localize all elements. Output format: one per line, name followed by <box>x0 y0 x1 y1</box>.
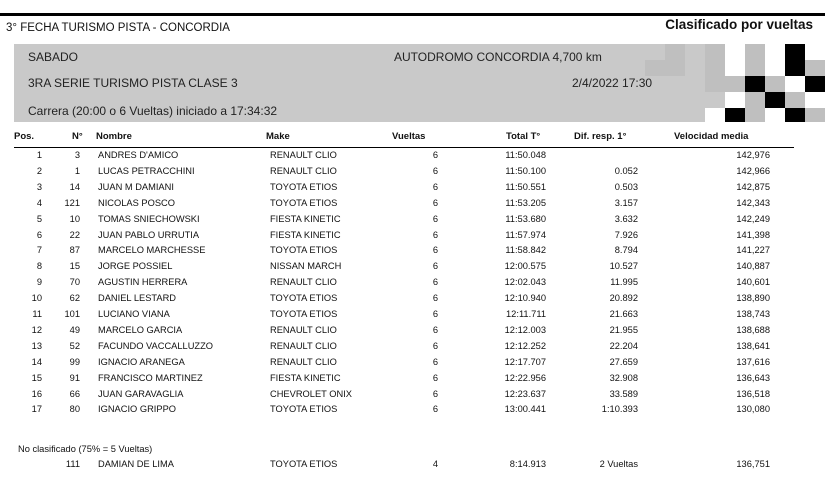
cell-total: 12:00.575 <box>504 261 546 272</box>
cell-name: IGNACIO ARANEGA <box>98 356 185 367</box>
cell-pos: 7 <box>36 245 42 256</box>
table-row <box>14 325 794 341</box>
flag-cell <box>725 76 745 92</box>
cell-vel: 141,227 <box>736 245 770 256</box>
cell-name: LUCAS PETRACCHINI <box>98 165 195 176</box>
cell-vel: 140,601 <box>736 277 770 288</box>
cell-vel: 137,616 <box>736 356 770 367</box>
cell-vel: 130,080 <box>736 404 770 415</box>
flag-cell <box>705 44 725 60</box>
cell-laps: 6 <box>432 372 438 383</box>
flag-cell <box>765 92 785 108</box>
cell-make: NISSAN MARCH <box>270 261 342 272</box>
cell-make: TOYOTA ETIOS <box>270 293 338 304</box>
cell-make: TOYOTA ETIOS <box>270 459 338 469</box>
col-pos: Pos. <box>14 131 35 142</box>
cell-dif: 33.589 <box>609 388 638 399</box>
table-row <box>14 459 794 475</box>
race-day: SABADO <box>28 50 79 64</box>
cell-name: AGUSTIN HERRERA <box>98 277 188 288</box>
table-row <box>14 373 794 389</box>
cell-pos: 17 <box>31 404 42 415</box>
cell-num: 66 <box>69 388 80 399</box>
cell-laps: 6 <box>432 150 438 160</box>
cell-laps: 4 <box>432 459 438 469</box>
cell-pos: 12 <box>31 324 42 335</box>
col-total: Total T° <box>506 131 541 142</box>
cell-make: FIESTA KINETIC <box>270 372 341 383</box>
cell-pos: 15 <box>31 372 42 383</box>
cell-dif: 11.995 <box>610 277 638 288</box>
cell-dif: 20.892 <box>609 293 638 304</box>
cell-vel: 138,641 <box>736 340 770 351</box>
cell-vel: 136,751 <box>736 459 770 469</box>
cell-num: 49 <box>69 324 80 335</box>
cell-total: 11:50.100 <box>505 165 546 176</box>
flag-cell <box>805 44 825 60</box>
cell-vel: 141,398 <box>736 229 770 240</box>
cell-num: 87 <box>69 245 80 256</box>
flag-cell <box>765 76 785 92</box>
col-num: N° <box>72 131 83 142</box>
flag-cell <box>805 108 825 122</box>
cell-laps: 6 <box>432 324 438 335</box>
cell-laps: 6 <box>432 388 438 399</box>
cell-laps: 6 <box>432 245 438 256</box>
top-rule <box>0 13 825 16</box>
cell-total: 11:58.842 <box>505 245 546 256</box>
cell-total: 12:12.252 <box>504 340 546 351</box>
cell-num: 22 <box>69 229 80 240</box>
cell-dif: 1:10.393 <box>601 404 638 415</box>
cell-vel: 136,518 <box>736 388 770 399</box>
flag-cell <box>645 60 665 76</box>
cell-pos: 6 <box>36 229 42 240</box>
cell-make: TOYOTA ETIOS <box>270 404 338 415</box>
flag-cell <box>785 108 805 122</box>
cell-make: RENAULT CLIO <box>270 277 337 288</box>
cell-name: JORGE POSSIEL <box>98 261 173 272</box>
results-table-header <box>14 131 794 148</box>
col-name: Nombre <box>96 131 132 142</box>
flag-cell <box>705 76 725 92</box>
race-start: Carrera (20:00 o 6 Vueltas) iniciado a 17:34:32 <box>28 104 278 118</box>
table-row <box>14 214 794 230</box>
cell-make: RENAULT CLIO <box>270 340 337 351</box>
cell-dif: 27.659 <box>609 356 638 367</box>
cell-pos: 1 <box>36 150 42 160</box>
cell-dif: 22.204 <box>609 340 638 351</box>
cell-make: TOYOTA ETIOS <box>270 181 338 192</box>
flag-cell <box>785 92 805 108</box>
cell-dif: 0.503 <box>614 181 638 192</box>
flag-cell <box>785 60 805 76</box>
cell-dif: 3.157 <box>614 197 638 208</box>
cell-vel: 142,343 <box>736 197 770 208</box>
cell-name: IGNACIO GRIPPO <box>98 404 177 415</box>
cell-total: 11:50.048 <box>505 150 546 160</box>
flag-cell <box>725 44 745 60</box>
cell-dif: 7.926 <box>614 229 638 240</box>
cell-pos: 11 <box>32 309 42 319</box>
cell-total: 12:10.940 <box>504 293 546 304</box>
cell-vel: 138,890 <box>736 293 770 304</box>
table-row <box>14 182 794 198</box>
flag-cell <box>705 60 725 76</box>
cell-laps: 6 <box>432 261 438 272</box>
flag-cell <box>805 60 825 76</box>
cell-num: 62 <box>69 293 80 304</box>
cell-total: 12:23.637 <box>504 388 546 399</box>
flag-cell <box>805 92 825 108</box>
cell-total: 11:50.551 <box>505 181 546 192</box>
col-dif: Dif. resp. 1° <box>574 131 627 142</box>
cell-num: 91 <box>69 372 80 383</box>
table-row <box>14 150 794 166</box>
cell-num: 1 <box>74 165 80 176</box>
cell-vel: 142,976 <box>736 150 770 160</box>
cell-num: 111 <box>65 459 80 469</box>
cell-name: LUCIANO VIANA <box>98 309 170 319</box>
cell-dif: 21.663 <box>609 309 638 319</box>
cell-laps: 6 <box>432 229 438 240</box>
cell-make: RENAULT CLIO <box>270 324 337 335</box>
flag-cell <box>785 44 805 60</box>
cell-make: CHEVROLET ONIX <box>270 388 352 399</box>
table-row <box>14 166 794 182</box>
cell-pos: 3 <box>36 181 42 192</box>
flag-cell <box>725 60 745 76</box>
cell-vel: 142,966 <box>736 165 770 176</box>
cell-name: JUAN M DAMIANI <box>98 181 174 192</box>
cell-pos: 10 <box>31 293 42 304</box>
flag-cell <box>725 92 745 108</box>
cell-laps: 6 <box>432 197 438 208</box>
cell-vel: 140,887 <box>736 261 770 272</box>
cell-total: 11:57.974 <box>505 229 546 240</box>
cell-name: FRANCISCO MARTINEZ <box>98 372 203 383</box>
cell-make: RENAULT CLIO <box>270 150 337 160</box>
cell-laps: 6 <box>432 213 438 224</box>
flag-cell <box>665 60 685 76</box>
cell-name: ANDRES D'AMICO <box>98 150 179 160</box>
cell-make: RENAULT CLIO <box>270 165 337 176</box>
cell-pos: 13 <box>31 340 42 351</box>
table-row <box>14 341 794 357</box>
cell-vel: 142,875 <box>736 181 770 192</box>
table-row <box>14 357 794 373</box>
flag-cell <box>665 44 685 60</box>
cell-total: 8:14.913 <box>509 459 546 469</box>
table-row <box>14 230 794 246</box>
classification-type: Clasificado por vueltas <box>665 17 813 32</box>
col-laps: Vueltas <box>392 131 426 142</box>
table-row <box>14 277 794 293</box>
table-row <box>14 198 794 214</box>
table-row <box>14 261 794 277</box>
cell-name: JUAN GARAVAGLIA <box>98 388 184 399</box>
race-datetime: 2/4/2022 17:30 <box>572 76 653 90</box>
cell-name: JUAN PABLO URRUTIA <box>98 229 200 240</box>
cell-laps: 6 <box>432 356 438 367</box>
table-row <box>14 309 794 325</box>
cell-laps: 6 <box>432 165 438 176</box>
cell-laps: 6 <box>432 293 438 304</box>
flag-cell <box>805 76 825 92</box>
cell-dif: 10.527 <box>609 261 638 272</box>
cell-name: TOMAS SNIECHOWSKI <box>98 213 200 224</box>
series-name: 3RA SERIE TURISMO PISTA CLASE 3 <box>28 76 238 90</box>
cell-make: RENAULT CLIO <box>270 356 337 367</box>
cell-total: 12:02.043 <box>504 277 546 288</box>
cell-name: DANIEL LESTARD <box>98 293 177 304</box>
cell-dif: 2 Vueltas <box>599 459 638 469</box>
cell-make: TOYOTA ETIOS <box>270 309 338 319</box>
cell-total: 11:53.205 <box>505 197 546 208</box>
cell-laps: 6 <box>432 181 438 192</box>
circuit-name: AUTODROMO CONCORDIA 4,700 km <box>394 50 602 64</box>
cell-laps: 6 <box>432 277 438 288</box>
cell-make: FIESTA KINETIC <box>270 229 341 240</box>
cell-pos: 4 <box>36 197 42 208</box>
cell-pos: 5 <box>36 213 42 224</box>
flag-cell <box>745 44 765 60</box>
cell-vel: 138,688 <box>736 324 770 335</box>
flag-cell <box>745 76 765 92</box>
cell-num: 70 <box>69 277 80 288</box>
cell-dif: 0.052 <box>614 165 638 176</box>
cell-dif: 8.794 <box>614 245 638 256</box>
flag-cell <box>705 108 725 122</box>
cell-num: 3 <box>74 150 80 160</box>
cell-num: 10 <box>69 213 80 224</box>
cell-laps: 6 <box>432 340 438 351</box>
cell-total: 11:53.680 <box>505 213 546 224</box>
cell-name: MARCELO MARCHESSE <box>98 245 206 256</box>
col-vel: Velocidad media <box>674 131 749 142</box>
cell-total: 12:11.711 <box>506 309 546 319</box>
cell-dif: 32.908 <box>609 372 638 383</box>
cell-dif: 21.955 <box>609 324 638 335</box>
flag-cell <box>785 76 805 92</box>
cell-num: 121 <box>64 197 80 208</box>
cell-num: 15 <box>69 261 80 272</box>
cell-num: 101 <box>64 309 80 319</box>
event-title: 3° FECHA TURISMO PISTA - CONCORDIA <box>6 22 230 34</box>
cell-dif: 3.632 <box>614 213 638 224</box>
cell-pos: 2 <box>36 165 42 176</box>
flag-cell <box>765 108 785 122</box>
table-row <box>14 389 794 405</box>
cell-laps: 6 <box>432 309 438 319</box>
flag-cell <box>765 60 785 76</box>
cell-num: 14 <box>69 181 80 192</box>
flag-cell <box>725 108 745 122</box>
cell-num: 80 <box>69 404 80 415</box>
not-classified-label: No clasificado (75% = 5 Vueltas) <box>18 444 153 454</box>
cell-total: 12:12.003 <box>504 324 546 335</box>
cell-total: 12:17.707 <box>504 356 546 367</box>
cell-make: TOYOTA ETIOS <box>270 197 338 208</box>
flag-cell <box>745 60 765 76</box>
cell-pos: 9 <box>36 277 42 288</box>
cell-make: TOYOTA ETIOS <box>270 245 338 256</box>
cell-pos: 16 <box>31 388 42 399</box>
cell-laps: 6 <box>432 404 438 415</box>
cell-name: DAMIAN DE LIMA <box>98 459 174 469</box>
cell-pos: 14 <box>31 356 42 367</box>
cell-vel: 136,643 <box>736 372 770 383</box>
cell-vel: 138,743 <box>736 309 770 319</box>
cell-num: 99 <box>69 356 80 367</box>
flag-cell <box>745 92 765 108</box>
col-make: Make <box>266 131 290 142</box>
flag-cell <box>765 44 785 60</box>
cell-name: MARCELO GARCIA <box>98 324 183 335</box>
table-row <box>14 245 794 261</box>
cell-vel: 142,249 <box>736 213 770 224</box>
cell-num: 52 <box>69 340 80 351</box>
flag-cell <box>745 108 765 122</box>
table-row <box>14 404 794 420</box>
table-row <box>14 293 794 309</box>
cell-pos: 8 <box>36 261 42 272</box>
cell-total: 13:00.441 <box>504 404 546 415</box>
cell-name: FACUNDO VACCALLUZZO <box>98 340 214 351</box>
cell-make: FIESTA KINETIC <box>270 213 341 224</box>
cell-name: NICOLAS POSCO <box>98 197 175 208</box>
cell-total: 12:22.956 <box>504 372 546 383</box>
